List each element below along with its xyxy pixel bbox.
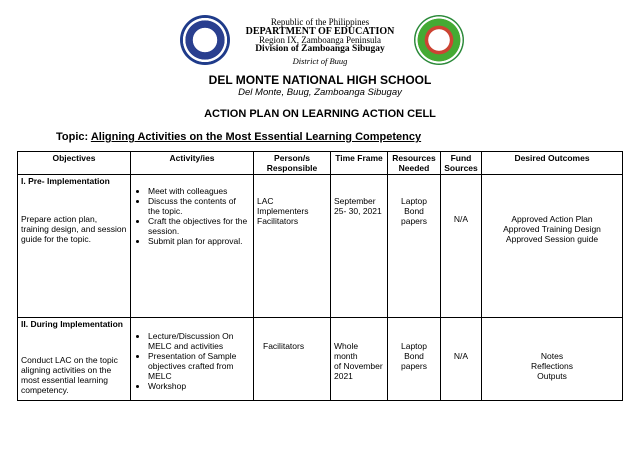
persons-cell: [254, 175, 331, 318]
time-text: of November: [334, 361, 383, 371]
person-text: Implementers: [257, 206, 309, 216]
school-name: DEL MONTE NATIONAL HIGH SCHOOL: [208, 73, 432, 87]
person-text: Facilitators: [257, 216, 299, 226]
fund-cell: [441, 175, 482, 318]
resources-cell: [388, 175, 441, 318]
time-text: 2021: [334, 371, 353, 381]
resources-cell: [388, 318, 441, 401]
fund-text: N/A: [453, 214, 469, 224]
activity-item: • Craft the objectives for the session.: [148, 216, 250, 236]
col-persons: Person/s Responsible: [254, 152, 331, 175]
col-time: Time Frame: [331, 152, 388, 175]
division-text: Division of Zamboanga Sibugay: [255, 44, 385, 54]
col-activities: Activity/ies: [131, 152, 254, 175]
activities-cell: [131, 175, 254, 318]
division-seal-logo: [414, 15, 464, 65]
phase-label: II. During Implementation: [21, 319, 124, 329]
outcome-text: Reflections: [530, 361, 574, 371]
outcome-text: Notes: [540, 351, 564, 361]
outcome-text: Approved Session guide: [505, 234, 599, 244]
district-text: District of Buug: [292, 56, 348, 66]
topic-line: [56, 131, 421, 143]
table-header-row: [18, 152, 623, 175]
objective-cell: [18, 175, 131, 318]
activity-item: • Presentation of Sample objectives crafted from MELC: [148, 351, 250, 381]
col-objectives: Objectives: [18, 152, 131, 175]
resource-text: Bond: [404, 206, 424, 216]
outcome-text: Outputs: [537, 371, 567, 381]
objective-cell: [18, 318, 131, 401]
outcome-text: Approved Action Plan: [511, 214, 593, 224]
col-resources: Resources Needed: [388, 152, 441, 175]
table-row: [18, 318, 623, 401]
col-outcomes: Desired Outcomes: [482, 152, 623, 175]
region-text: Region IX, Zamboanga Peninsula: [259, 35, 381, 45]
activities-cell: [131, 318, 254, 401]
activity-item: • Workshop: [148, 381, 250, 391]
resource-text: Bond: [404, 351, 424, 361]
time-text: September: [334, 196, 376, 206]
objective-text: Prepare action plan, training design, and session guide for the topic.: [21, 214, 127, 244]
time-text: Whole month: [334, 341, 359, 361]
time-cell: [331, 175, 388, 318]
person-text: LAC: [257, 196, 274, 206]
fund-cell: [441, 318, 482, 401]
action-plan-table: [17, 151, 623, 401]
phase-label: I. Pre- Implementation: [21, 176, 110, 186]
outcome-text: Approved Training Design: [503, 224, 601, 234]
document-title: ACTION PLAN ON LEARNING ACTION CELL: [204, 108, 436, 120]
outcomes-cell: [482, 175, 623, 318]
activity-item: • Discuss the contents of the topic.: [148, 196, 250, 216]
time-cell: [331, 318, 388, 401]
outcomes-cell: [482, 318, 623, 401]
fund-text: N/A: [453, 351, 469, 361]
activity-item: • Submit plan for approval.: [148, 236, 250, 246]
table-row: [18, 175, 623, 318]
topic-text: Aligning Activities on the Most Essential Learning Competency: [90, 131, 422, 143]
resource-text: papers: [401, 361, 427, 371]
persons-cell: [254, 318, 331, 401]
resource-text: papers: [401, 216, 427, 226]
resource-text: Laptop: [401, 196, 427, 206]
republic-text: Republic of the Philippines: [270, 17, 370, 27]
person-text: Facilitators: [263, 341, 305, 351]
dept-text: DEPARTMENT OF EDUCATION: [245, 26, 395, 37]
activity-item: • Meet with colleagues: [148, 186, 250, 196]
time-text: 25- 30, 2021: [334, 206, 382, 216]
activity-item: • Lecture/Discussion On MELC and activities: [148, 331, 250, 351]
school-address: Del Monte, Buug, Zamboanga Sibugay: [238, 87, 402, 98]
resource-text: Laptop: [401, 341, 427, 351]
col-fund: Fund Sources: [441, 152, 482, 175]
objective-text: Conduct LAC on the topic aligning activities on the most essential learning competency.: [21, 355, 118, 395]
deped-seal-logo: [180, 15, 230, 65]
topic-label: Topic:: [56, 131, 89, 143]
